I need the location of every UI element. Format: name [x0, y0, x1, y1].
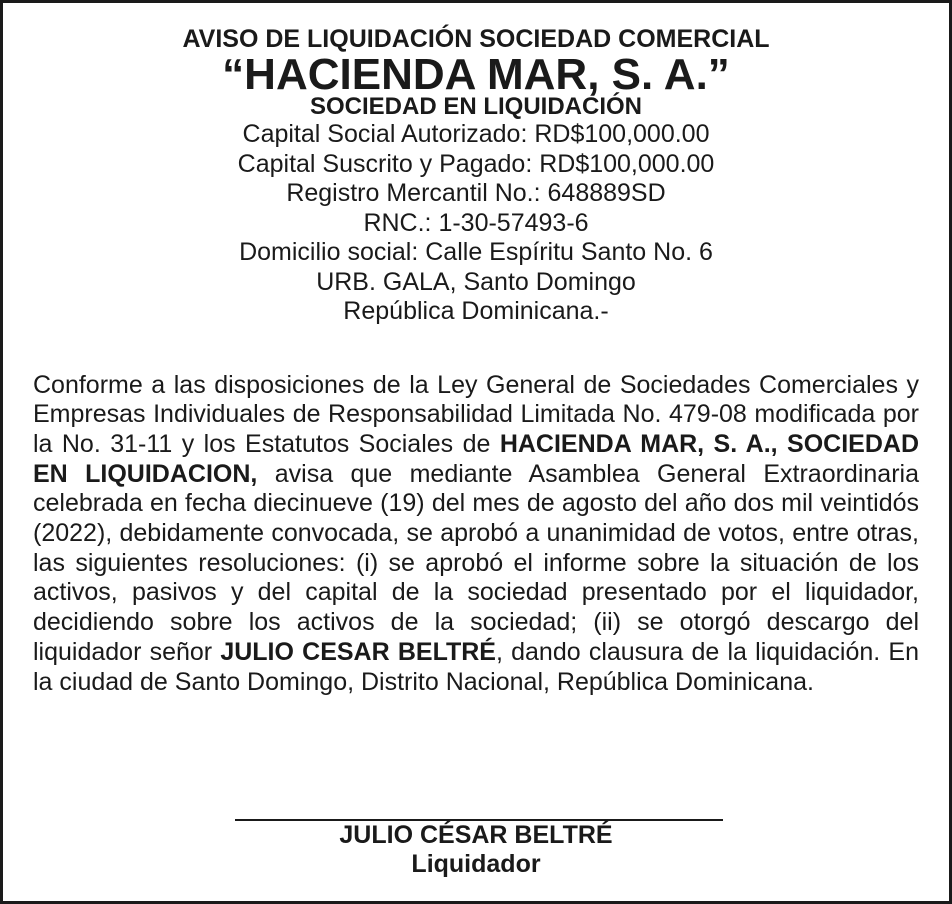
info-line-authorized-capital: Capital Social Autorizado: RD$100,000.00	[242, 120, 710, 148]
info-line-address-city: URB. GALA, Santo Domingo	[316, 267, 636, 296]
company-status: SOCIEDAD EN LIQUIDACIÓN	[309, 93, 642, 120]
signer-role: Liquidador	[411, 850, 541, 878]
info-line-address-country: República Dominicana.-	[343, 297, 609, 325]
info-line-paid-capital: Capital Suscrito y Pagado: RD$100,000.00	[237, 149, 715, 178]
signature-block	[3, 819, 949, 879]
info-line-rnc: RNC.: 1-30-57493-6	[363, 208, 589, 237]
signer-name: JULIO CÉSAR BELTRÉ	[339, 821, 613, 849]
notice-header	[33, 25, 919, 327]
body-text-part2: avisa que mediante Asamblea General Extraordinaria celebrada en fecha diecinueve (19) del mes de agosto del año dos mil veintidós (2022), debidamente convocada, se aprobó a unanimidad de votos, entre otras, las siguientes resoluciones: (i) se aprobó el informe sobre la situación de los activos, pasivos y del capital de la sociedad presentado por el liquidador, decidiendo sobre los activos de la sociedad; (ii) se otorgó descargo del liquidador señor	[33, 459, 919, 666]
info-line-address-street: Domicilio social: Calle Espíritu Santo No. 6	[239, 238, 713, 266]
company-name: “HACIENDA MAR, S. A.”	[222, 50, 730, 99]
body-text-part1: Conforme a las disposiciones de la Ley General de Sociedades Comerciales y Empresas Individuales de Responsabilidad Limitada No. 479-08 modificada por la No. 31-11 y los Estatutos Sociales de	[33, 370, 919, 458]
body-text-part3: , dando clausura de la liquidación. En la ciudad de Santo Domingo, Distrito Nacional, República Dominicana.	[33, 637, 919, 696]
body-liquidator-name: JULIO CESAR BELTRÉ	[220, 637, 496, 666]
body-company-name: HACIENDA MAR, S. A., SOCIEDAD EN LIQUIDACION,	[33, 429, 919, 488]
notice-title: AVISO DE LIQUIDACIÓN SOCIEDAD COMERCIAL	[182, 25, 770, 53]
notice-body	[33, 371, 919, 698]
info-line-mercantile-registry: Registro Mercantil No.: 648889SD	[286, 179, 666, 207]
